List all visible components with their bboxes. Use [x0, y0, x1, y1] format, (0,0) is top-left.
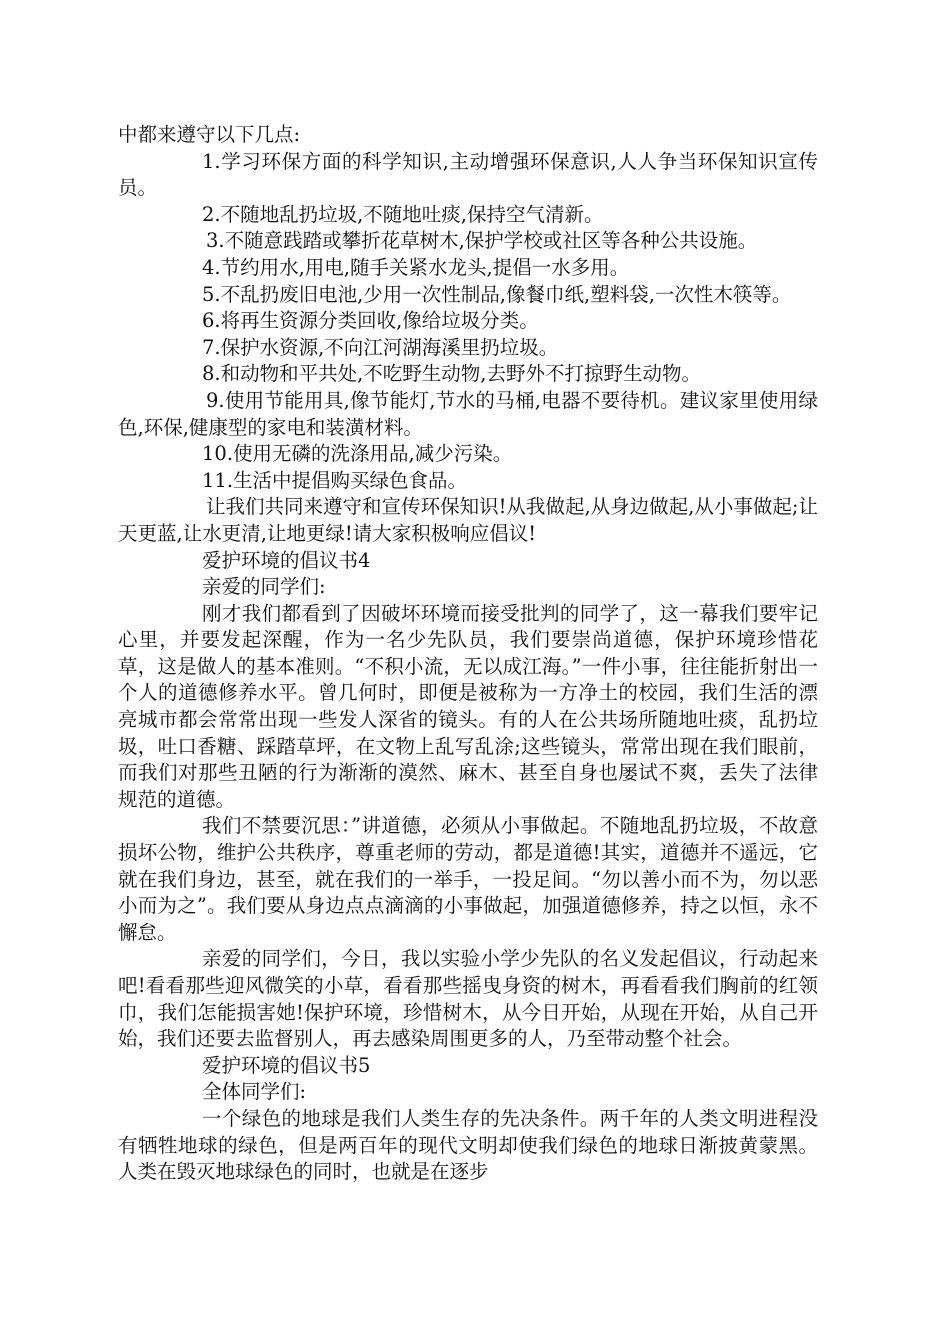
paragraph-body-4: 一个绿色的地球是我们人类生存的先决条件。两千年的人类文明进程没有牺牲地球的绿色，但是两百年的现代文明却使我们绿色的地球日渐披黄蒙黑。人类在毁灭地球绿色的同时，也就是在逐步	[118, 1106, 818, 1184]
list-item-5: 5.不乱扔废旧电池,少用一次性制品,像餐巾纸,塑料袋,一次性木筷等。	[202, 282, 792, 306]
paragraph-intro: 中都来遵守以下几点:	[118, 123, 301, 146]
list-item-3: 3.不随意践踏或攀折花草树木,保护学校或社区等各种公共设施。	[206, 229, 758, 253]
section-title-5: 爱护环境的倡议书5	[202, 1053, 371, 1077]
list-item-1: 1.学习环保方面的科学知识,主动增强环保意识,人人争当环保知识宣传员。	[118, 149, 818, 200]
paragraph-body-2: 我们不禁要沉思：”讲道德，必须从小事做起。不随地乱扔垃圾，不故意损坏公物，维护公共秩序，尊重老师的劳动，都是道德!其实，道德并不遥远，它就在我们身边，甚至，就在我们的一举手，一投足间。“勿以善小而不为，勿以恶小而为之”。我们要从身边点点滴滴的小事做起，加强道德修养，持之以恒，永不懈怠。	[118, 814, 818, 944]
list-item-10: 10.使用无磷的洗涤用品,减少污染。	[202, 442, 513, 466]
paragraph-closing: 让我们共同来遵守和宣传环保知识!从我做起,从身边做起,从小事做起;让天更蓝,让水更清,让地更绿!请大家积极响应倡议!	[118, 495, 818, 545]
salutation-4: 亲爱的同学们:	[202, 575, 326, 599]
paragraph-body-1: 刚才我们都看到了因破坏环境而接受批判的同学了，这一幕我们要牢记心里，并要发起深醒，作为一名少先队员，我们要崇尚道德，保护环境珍惜花草，这是做人的基本准则。“不积小流，无以成江海。”一件小事，往往能折射出一个人的道德修养水平。曾几何时，即便是被称为一方净土的校园，我们生活的漂亮城市都会常常出现一些发人深省的镜头。有的人在公共场所随地吐痰，乱扔垃圾，吐口香糖、踩踏草坪，在文物上乱写乱涂;这些镜头，常常出现在我们眼前，而我们对那些丑陋的行为渐渐的漠然、麻木、甚至自身也屡试不爽，丢失了法律规范的道德。	[118, 601, 818, 811]
salutation-5: 全体同学们:	[202, 1080, 307, 1104]
list-item-8: 8.和动物和平共处,不吃野生动物,去野外不打掠野生动物。	[202, 362, 702, 386]
list-item-7: 7.保护水资源,不向江河湖海溪里扔垃圾。	[202, 335, 559, 359]
document-body	[118, 122, 818, 1186]
paragraph-body-3: 亲爱的同学们，今日，我以实验小学少先队的名义发起倡议，行动起来吧!看看那些迎风微笑的小草，看看那些摇曳身资的树木，再看看我们胸前的红领巾，我们怎能损害她!保护环境，珍惜树木，从今日开始，从现在开始，从自己开始，我们还要去监督别人，再去感染周围更多的人，乃至带动整个社会。	[118, 947, 818, 1051]
list-item-9: 9.使用节能用具,像节能灯,节水的马桶,电器不要待机。建议家里使用绿色,环保,健康型的家电和装潢材料。	[118, 388, 818, 439]
list-item-6: 6.将再生资源分类回收,像给垃圾分类。	[202, 309, 539, 333]
list-item-4: 4.节约用水,用电,随手关紧水龙头,提倡一水多用。	[202, 255, 630, 279]
section-title-4: 爱护环境的倡议书4	[202, 548, 371, 572]
list-item-11: 11.生活中提倡购买绿色食品。	[202, 468, 468, 492]
list-item-2: 2.不随地乱扔垃圾,不随地吐痰,保持空气清新。	[202, 202, 604, 226]
